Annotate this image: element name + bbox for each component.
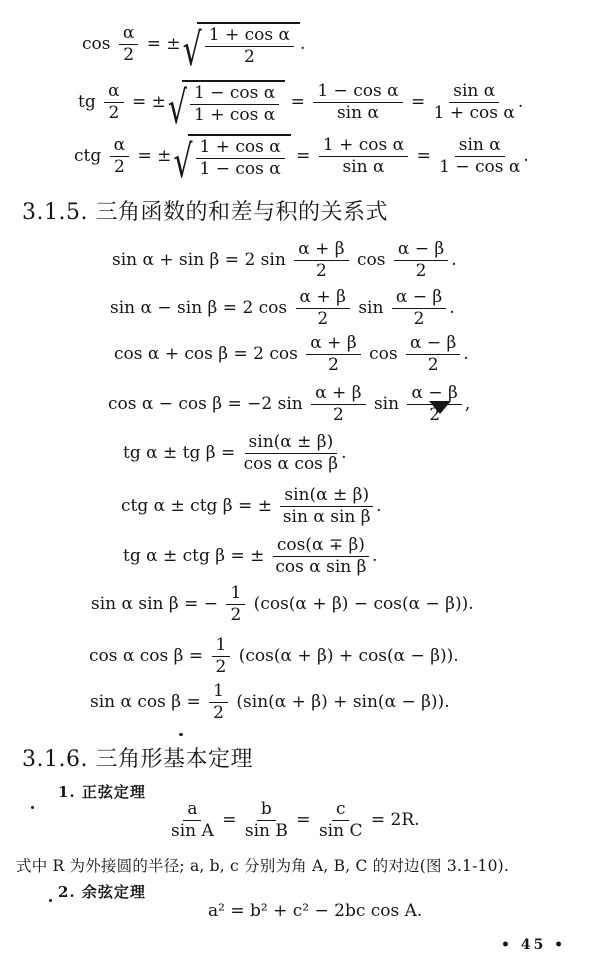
denominator: 1 + cos α [194,105,276,126]
denominator: 2 [215,657,227,678]
math-text: . [300,33,306,54]
numerator: 1 [212,636,231,657]
formula-tg-plus-minus-ctg [123,536,377,577]
numerator: 1 [209,682,228,703]
math-fraction [119,24,138,65]
math-fraction [294,240,348,281]
denominator: sin α [336,103,379,124]
numerator: α − β [407,384,461,405]
numerator: α [110,136,129,157]
math-fraction [171,800,214,841]
math-fraction [190,84,279,125]
math-text: tg α ± tg β = [123,442,241,463]
math-fraction [196,138,285,179]
formula-sin-cos-product [90,682,450,723]
radicand [182,80,285,125]
math-text: = ± [132,145,172,166]
math-text: . [341,442,347,463]
math-text: sin [352,297,389,318]
denominator: sin α sin β [282,507,371,528]
math-text: = [216,809,242,830]
math-fraction [212,636,231,677]
numerator: α − β [406,334,460,355]
radical-sign-icon: √ [167,82,188,135]
formula-sin-sin-product [91,584,474,625]
denominator: 2 [244,47,255,68]
numerator: b [257,800,276,821]
formula-sin-plus-sin [112,240,457,281]
formula-cos-half-angle [82,22,306,77]
math-text: . [449,297,455,318]
math-text: , [464,393,471,414]
numerator: 1 [226,584,245,605]
formula-law-of-sines [168,800,420,841]
math-radical [167,80,285,135]
radicand [188,134,291,179]
math-text: = [411,145,437,166]
denominator: sin A [171,821,214,842]
denominator: cos α sin β [275,557,367,578]
section-heading-3-1-6: 3.1.6. 三角形基本定理 [22,747,253,772]
math-text: (cos(α + β) − cos(α − β)). [248,593,474,614]
math-fraction [319,136,408,177]
math-text: sin α cos β = [90,691,207,712]
numerator: 1 + cos α [319,136,408,157]
math-fraction [244,433,338,474]
math-text: cos α cos β = [89,645,209,666]
math-text: . [463,343,469,364]
math-text: cos α − cos β = −2 sin [108,393,309,414]
page-number: • 45 • [501,937,567,953]
math-fraction [296,288,350,329]
denominator: 2 [332,405,344,426]
numerator: sin α [455,136,505,157]
math-fraction [439,136,520,177]
section-heading-3-1-5: 3.1.5. 三角函数的和差与积的关系式 [22,200,388,225]
math-fraction [245,800,288,841]
math-radical [173,134,290,189]
math-fraction [209,682,228,723]
subheading-law-of-cosines: 2. 余弦定理 [58,883,146,901]
denominator: 2 [123,45,135,66]
numerator: α + β [306,334,360,355]
denominator: 2 [413,309,425,330]
subheading-law-of-sines: 1. 正弦定理 [58,783,146,801]
math-text: ctg [74,145,107,166]
denominator: 2 [315,261,327,282]
numerator: sin(α ± β) [280,486,373,507]
math-text: = ± [126,91,166,112]
denominator: 2 [213,703,224,724]
formula-ctg-plus-minus-ctg [121,486,381,527]
math-fraction [273,536,369,577]
math-text: sin α − sin β = 2 cos [110,297,293,318]
math-fraction [306,334,360,375]
numerator: α [119,24,138,45]
numerator: c [332,800,350,821]
math-text: cos α + cos β = 2 cos [114,343,304,364]
math-text: . [371,545,378,566]
math-text: = [285,91,311,112]
denominator: 2 [429,405,441,426]
formula-cos-plus-cos [114,334,469,375]
math-radical [182,22,300,77]
denominator: sin α [342,157,385,178]
math-text: sin [368,393,405,414]
denominator: 2 [328,355,339,376]
math-text: = 2R. [365,809,420,830]
math-text: sin α sin β = − [91,593,224,614]
math-text: cos [82,33,116,54]
numerator: 1 − cos α [190,84,279,105]
numerator: α − β [392,288,446,309]
numerator: α + β [294,240,348,261]
formula-tg-plus-minus-tg [123,433,347,474]
numerator: 1 + cos α [196,138,285,159]
denominator: 2 [317,309,329,330]
note-circumradius-sides: 式中 R 为外接圆的半径; a, b, c 分别为角 A, B, C 的对边(图 3.1-10). [16,857,510,875]
math-text: cos [351,249,391,270]
math-fraction [104,82,123,123]
math-fraction [434,82,515,123]
numerator: α − β [394,240,448,261]
numerator: α + β [311,384,365,405]
math-text: . [376,495,382,516]
radicand [197,22,300,67]
math-text: = ± [141,33,181,54]
math-text: ctg α ± ctg β = ± [121,495,278,516]
numerator: a [183,800,201,821]
denominator: 2 [415,261,427,282]
ink-speck [31,806,34,809]
math-fraction [110,136,129,177]
math-fraction [280,486,373,527]
ink-arrow-artifact [429,401,451,414]
math-text: = [290,145,316,166]
math-text: cos [363,343,403,364]
math-text: sin α + sin β = 2 sin [112,249,292,270]
numerator: 1 − cos α [313,82,402,103]
math-fraction [319,800,363,841]
numerator: 1 + cos α [205,26,294,47]
math-text: . [523,145,529,166]
math-text: tg [78,91,102,112]
formula-cos-cos-product [89,636,459,677]
math-fraction [311,384,365,425]
formula-law-of-cosines [208,902,422,922]
math-fraction [313,82,402,123]
math-fraction [226,584,245,625]
math-text: (cos(α + β) + cos(α − β)). [233,645,459,666]
numerator: sin(α ± β) [245,433,338,454]
math-text: (sin(α + β) + sin(α − β)). [231,691,450,712]
math-text: tg α ± ctg β = ± [123,545,270,566]
formula-ctg-half-angle [74,134,529,189]
formula-tg-half-angle [78,80,524,135]
math-fraction [392,288,446,329]
ink-speck [179,733,183,736]
formula-cos-minus-cos [108,384,470,425]
radical-sign-icon: √ [182,24,202,77]
denominator: cos α cos β [243,454,339,475]
math-fraction [406,334,460,375]
denominator: 2 [108,103,120,124]
denominator: 1 + cos α [433,103,515,124]
denominator: sin C [318,821,363,842]
math-fraction [394,240,448,281]
denominator: 2 [427,355,439,376]
denominator: sin B [244,821,288,842]
math-text: = [405,91,431,112]
radical-sign-icon: √ [173,136,193,189]
ink-speck [49,899,52,902]
math-text: . [517,91,524,112]
denominator: 2 [230,605,242,626]
math-text: = [290,809,316,830]
denominator: 1 − cos α [439,157,521,178]
numerator: α + β [296,288,350,309]
numerator: sin α [449,82,499,103]
math-text: . [451,249,457,270]
math-fraction [205,26,294,67]
numerator: α [104,82,123,103]
formula-sin-minus-sin [110,288,455,329]
numerator: cos(α ∓ β) [273,536,369,557]
math-text: a² = b² + c² − 2bc cos A. [208,901,423,921]
denominator: 1 − cos α [199,159,281,180]
denominator: 2 [113,157,125,178]
